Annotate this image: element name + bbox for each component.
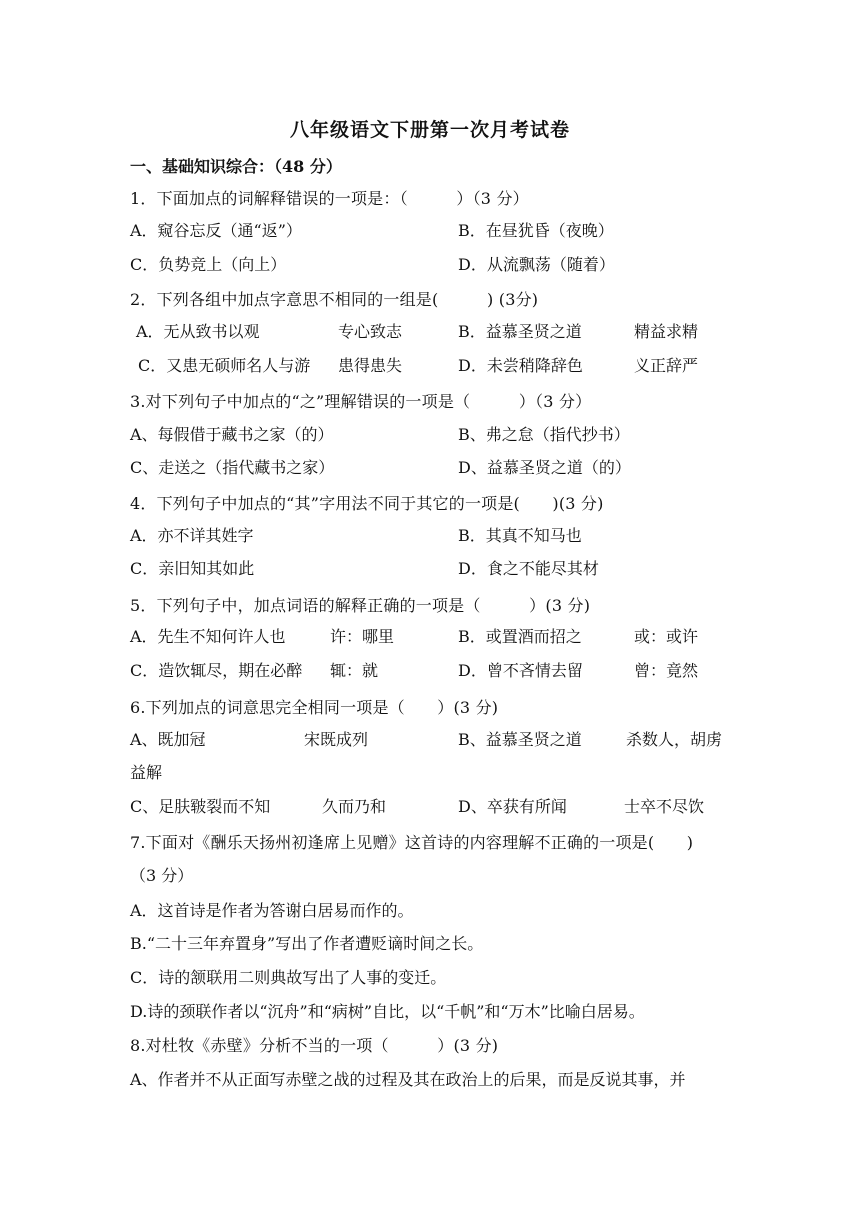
question-5-option-b: B．或置酒而招之 — [458, 627, 582, 646]
question-2-option-b: B．益慕圣贤之道 — [458, 322, 582, 341]
question-1-option-d: D．从流飘荡（随着） — [458, 255, 615, 274]
question-2-option-a-compare: 专心致志 — [338, 322, 403, 341]
question-1-option-b: B．在昼犹昏（夜晚） — [458, 221, 614, 240]
question-1-option-a: A．窥谷忘反（通“返”） — [130, 221, 302, 240]
question-6-option-c: C、足肤皲裂而不知 — [130, 797, 271, 816]
question-7-score: （3 分） — [130, 866, 194, 885]
question-1-stem: 1．下面加点的词解释错误的一项是：（ ）（3 分） — [130, 189, 529, 208]
question-1-option-c: C．负势竞上（向上） — [130, 255, 287, 274]
question-5-option-d-gloss: 曾：竟然 — [634, 661, 699, 680]
question-6-stem: 6.下列加点的词意思完全相同一项是（ ）(3 分) — [130, 698, 499, 717]
question-5-option-d: D．曾不吝情去留 — [458, 661, 583, 680]
question-2-option-c-compare: 患得患失 — [338, 356, 403, 375]
question-3-option-c: C、走送之（指代藏书之家） — [130, 458, 335, 477]
question-6-option-a: A、既加冠 — [130, 730, 206, 749]
question-2-option-a: A．无从致书以观 — [136, 322, 260, 341]
page-title: 八年级语文下册第一次月考试卷 — [289, 119, 570, 141]
question-5-stem: 5．下列句子中，加点词语的解释正确的一项是（ ）(3 分) — [130, 596, 591, 615]
question-4-option-b: B．其真不知马也 — [458, 526, 582, 545]
question-6-option-b: B、益慕圣贤之道 — [458, 730, 582, 749]
question-5-option-b-gloss: 或：或许 — [634, 627, 699, 646]
question-8-option-a: A、作者并不从正面写赤壁之战的过程及其在政治上的后果，而是反说其事，并 — [130, 1070, 686, 1089]
question-5-option-c: C．造饮辄尽，期在必醉 — [130, 661, 303, 680]
question-6-option-d: D、卒获有所闻 — [458, 797, 567, 816]
question-2-option-c: C．又患无硕师名人与游 — [138, 356, 311, 375]
question-5-option-a: A．先生不知何许人也 — [130, 627, 286, 646]
question-3-option-b: B、弗之怠（指代抄书） — [458, 425, 630, 444]
question-3-option-d: D、益慕圣贤之道（的） — [458, 458, 631, 477]
question-8-stem: 8.对杜牧《赤壁》分析不当的一项（ ）(3 分) — [130, 1036, 499, 1055]
question-6-option-c-compare: 久而乃和 — [322, 797, 387, 816]
question-2-stem: 2．下列各组中加点字意思不相同的一组是( ) (3分) — [130, 290, 539, 309]
question-4-option-c: C．亲旧知其如此 — [130, 559, 255, 578]
question-7-option-a: A．这首诗是作者为答谢白居易而作的。 — [130, 901, 414, 920]
question-2-option-d: D．未尝稍降辞色 — [458, 356, 583, 375]
question-5-option-a-gloss: 许：哪里 — [330, 627, 395, 646]
question-3-stem: 3.对下列句子中加点的“之”理解错误的一项是（ ）（3 分） — [130, 392, 592, 411]
question-3-option-a: A、每假借于藏书之家（的） — [130, 425, 334, 444]
question-7-option-b: B.“二十三年弃置身”写出了作者遭贬谪时间之长。 — [130, 934, 484, 953]
question-4-stem: 4．下列句子中加点的“其”字用法不同于其它的一项是( )(3 分) — [130, 494, 604, 513]
question-7-stem: 7.下面对《酬乐天扬州初逢席上见赠》这首诗的内容理解不正确的一项是( ) — [130, 833, 694, 852]
question-6-option-a-compare: 宋既成列 — [304, 730, 369, 749]
question-2-option-d-compare: 义正辞严 — [634, 356, 699, 375]
section-heading: 一、基础知识综合：（48 分） — [130, 157, 342, 176]
question-4-option-d: D．食之不能尽其材 — [458, 559, 599, 578]
question-7-option-d: D.诗的颈联作者以“沉舟”和“病树”自比，以“千帆”和“万木”比喻白居易。 — [130, 1002, 645, 1021]
question-2-option-b-compare: 精益求精 — [634, 322, 699, 341]
question-7-option-c: C．诗的颔联用二则典故写出了人事的变迁。 — [130, 968, 447, 987]
question-6-option-b-continued: 益解 — [130, 763, 163, 782]
question-4-option-a: A．亦不详其姓字 — [130, 526, 254, 545]
question-6-option-d-compare: 士卒不尽饮 — [624, 797, 705, 816]
question-6-option-b-compare: 杀数人，胡虏 — [626, 730, 723, 749]
question-5-option-c-gloss: 辄：就 — [330, 661, 379, 680]
